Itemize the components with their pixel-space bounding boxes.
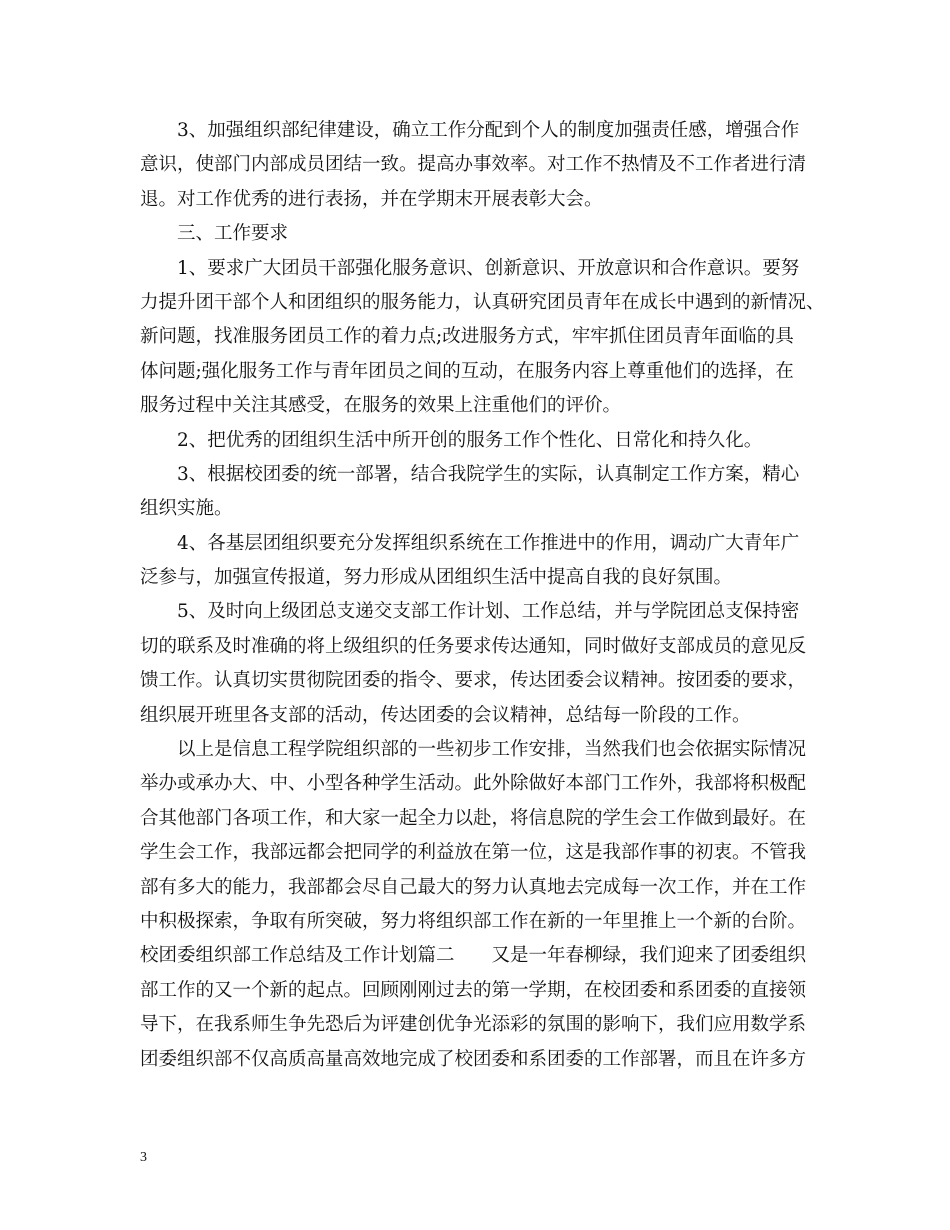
text-line: 导下，在我系师生争先恐后为评建创优争光添彩的氛围的影响下，我们应用数学系 [140, 1014, 807, 1036]
text-line: 意识，使部门内部成员团结一致。提高办事效率。对工作不热情及不工作者进行清 [140, 154, 807, 176]
text-line: 体问题;强化服务工作与青年团员之间的互动，在服务内容上尊重他们的选择，在 [140, 360, 794, 382]
text-line: 以上是信息工程学院组织部的一些初步工作安排，当然我们也会依据实际情况 [177, 739, 807, 761]
text-line: 中积极探索，争取有所突破，努力将组织部工作在新的一年里推上一个新的台阶。 [140, 910, 807, 932]
text-line: 合其他部门各项工作，和大家一起全力以赴，将信息院的学生会工作做到最好。在 [140, 807, 807, 829]
text-line: 退。对工作优秀的进行表扬，并在学期末开展表彰大会。 [140, 188, 603, 210]
document-body [140, 114, 825, 1077]
text-line: 力提升团干部个人和团组织的服务能力，认真研究团员青年在成长中遇到的新情况、 [140, 291, 825, 313]
text-line: 切的联系及时准确的将上级组织的任务要求传达通知，同时做好支部成员的意见反 [140, 635, 807, 657]
text-line: 团委组织部不仅高质高量高效地完成了校团委和系团委的工作部署，而且在许多方 [140, 1048, 807, 1070]
text-line: 2、把优秀的团组织生活中所开创的服务工作个性化、日常化和持久化。 [177, 429, 763, 451]
text-line: 部有多大的能力，我部都会尽自己最大的努力认真地去完成每一次工作，并在工作 [140, 876, 807, 898]
text-line: 学生会工作，我部远都会把同学的利益放在第一位，这是我部作事的初衷。不管我 [140, 842, 807, 864]
text-line: 服务过程中关注其感受，在服务的效果上注重他们的评价。 [140, 395, 622, 417]
text-line: 1、要求广大团员干部强化服务意识、创新意识、开放意识和合作意识。要努 [177, 257, 800, 279]
page-number: 3 [140, 1150, 147, 1165]
text-line: 3、加强组织部纪律建设，确立工作分配到个人的制度加强责任感，增强合作 [177, 120, 800, 141]
text-line: 组织展开班里各支部的活动，传达团委的会议精神，总结每一阶段的工作。 [140, 704, 751, 726]
text-line: 4、各基层团组织要充分发挥组织系统在工作推进中的作用，调动广大青年广 [177, 532, 800, 554]
text-line: 组织实施。 [140, 498, 233, 520]
text-line: 5、及时向上级团总支递交支部工作计划、工作总结，并与学院团总支保持密 [177, 601, 800, 623]
text-line: 3、根据校团委的统一部署，结合我院学生的实际，认真制定工作方案，精心 [177, 463, 800, 485]
text-line: 部工作的又一个新的起点。回顾刚刚过去的第一学期，在校团委和系团委的直接领 [140, 979, 807, 1001]
text-line: 新问题，找准服务团员工作的着力点;改进服务方式，牢牢抓住团员青年面临的具 [140, 326, 794, 348]
text-line: 泛参与，加强宣传报道，努力形成从团组织生活中提高自我的良好氛围。 [140, 567, 733, 589]
text-line: 校团委组织部工作总结及工作计划篇二 又是一年春柳绿，我们迎来了团委组织 [140, 945, 807, 967]
text-line: 三、工作要求 [177, 223, 289, 245]
text-line: 举办或承办大、中、小型各种学生活动。此外除做好本部门工作外，我部将积极配 [140, 773, 807, 795]
text-line: 馈工作。认真切实贯彻院团委的指令、要求，传达团委会议精神。按团委的要求， [140, 670, 807, 692]
